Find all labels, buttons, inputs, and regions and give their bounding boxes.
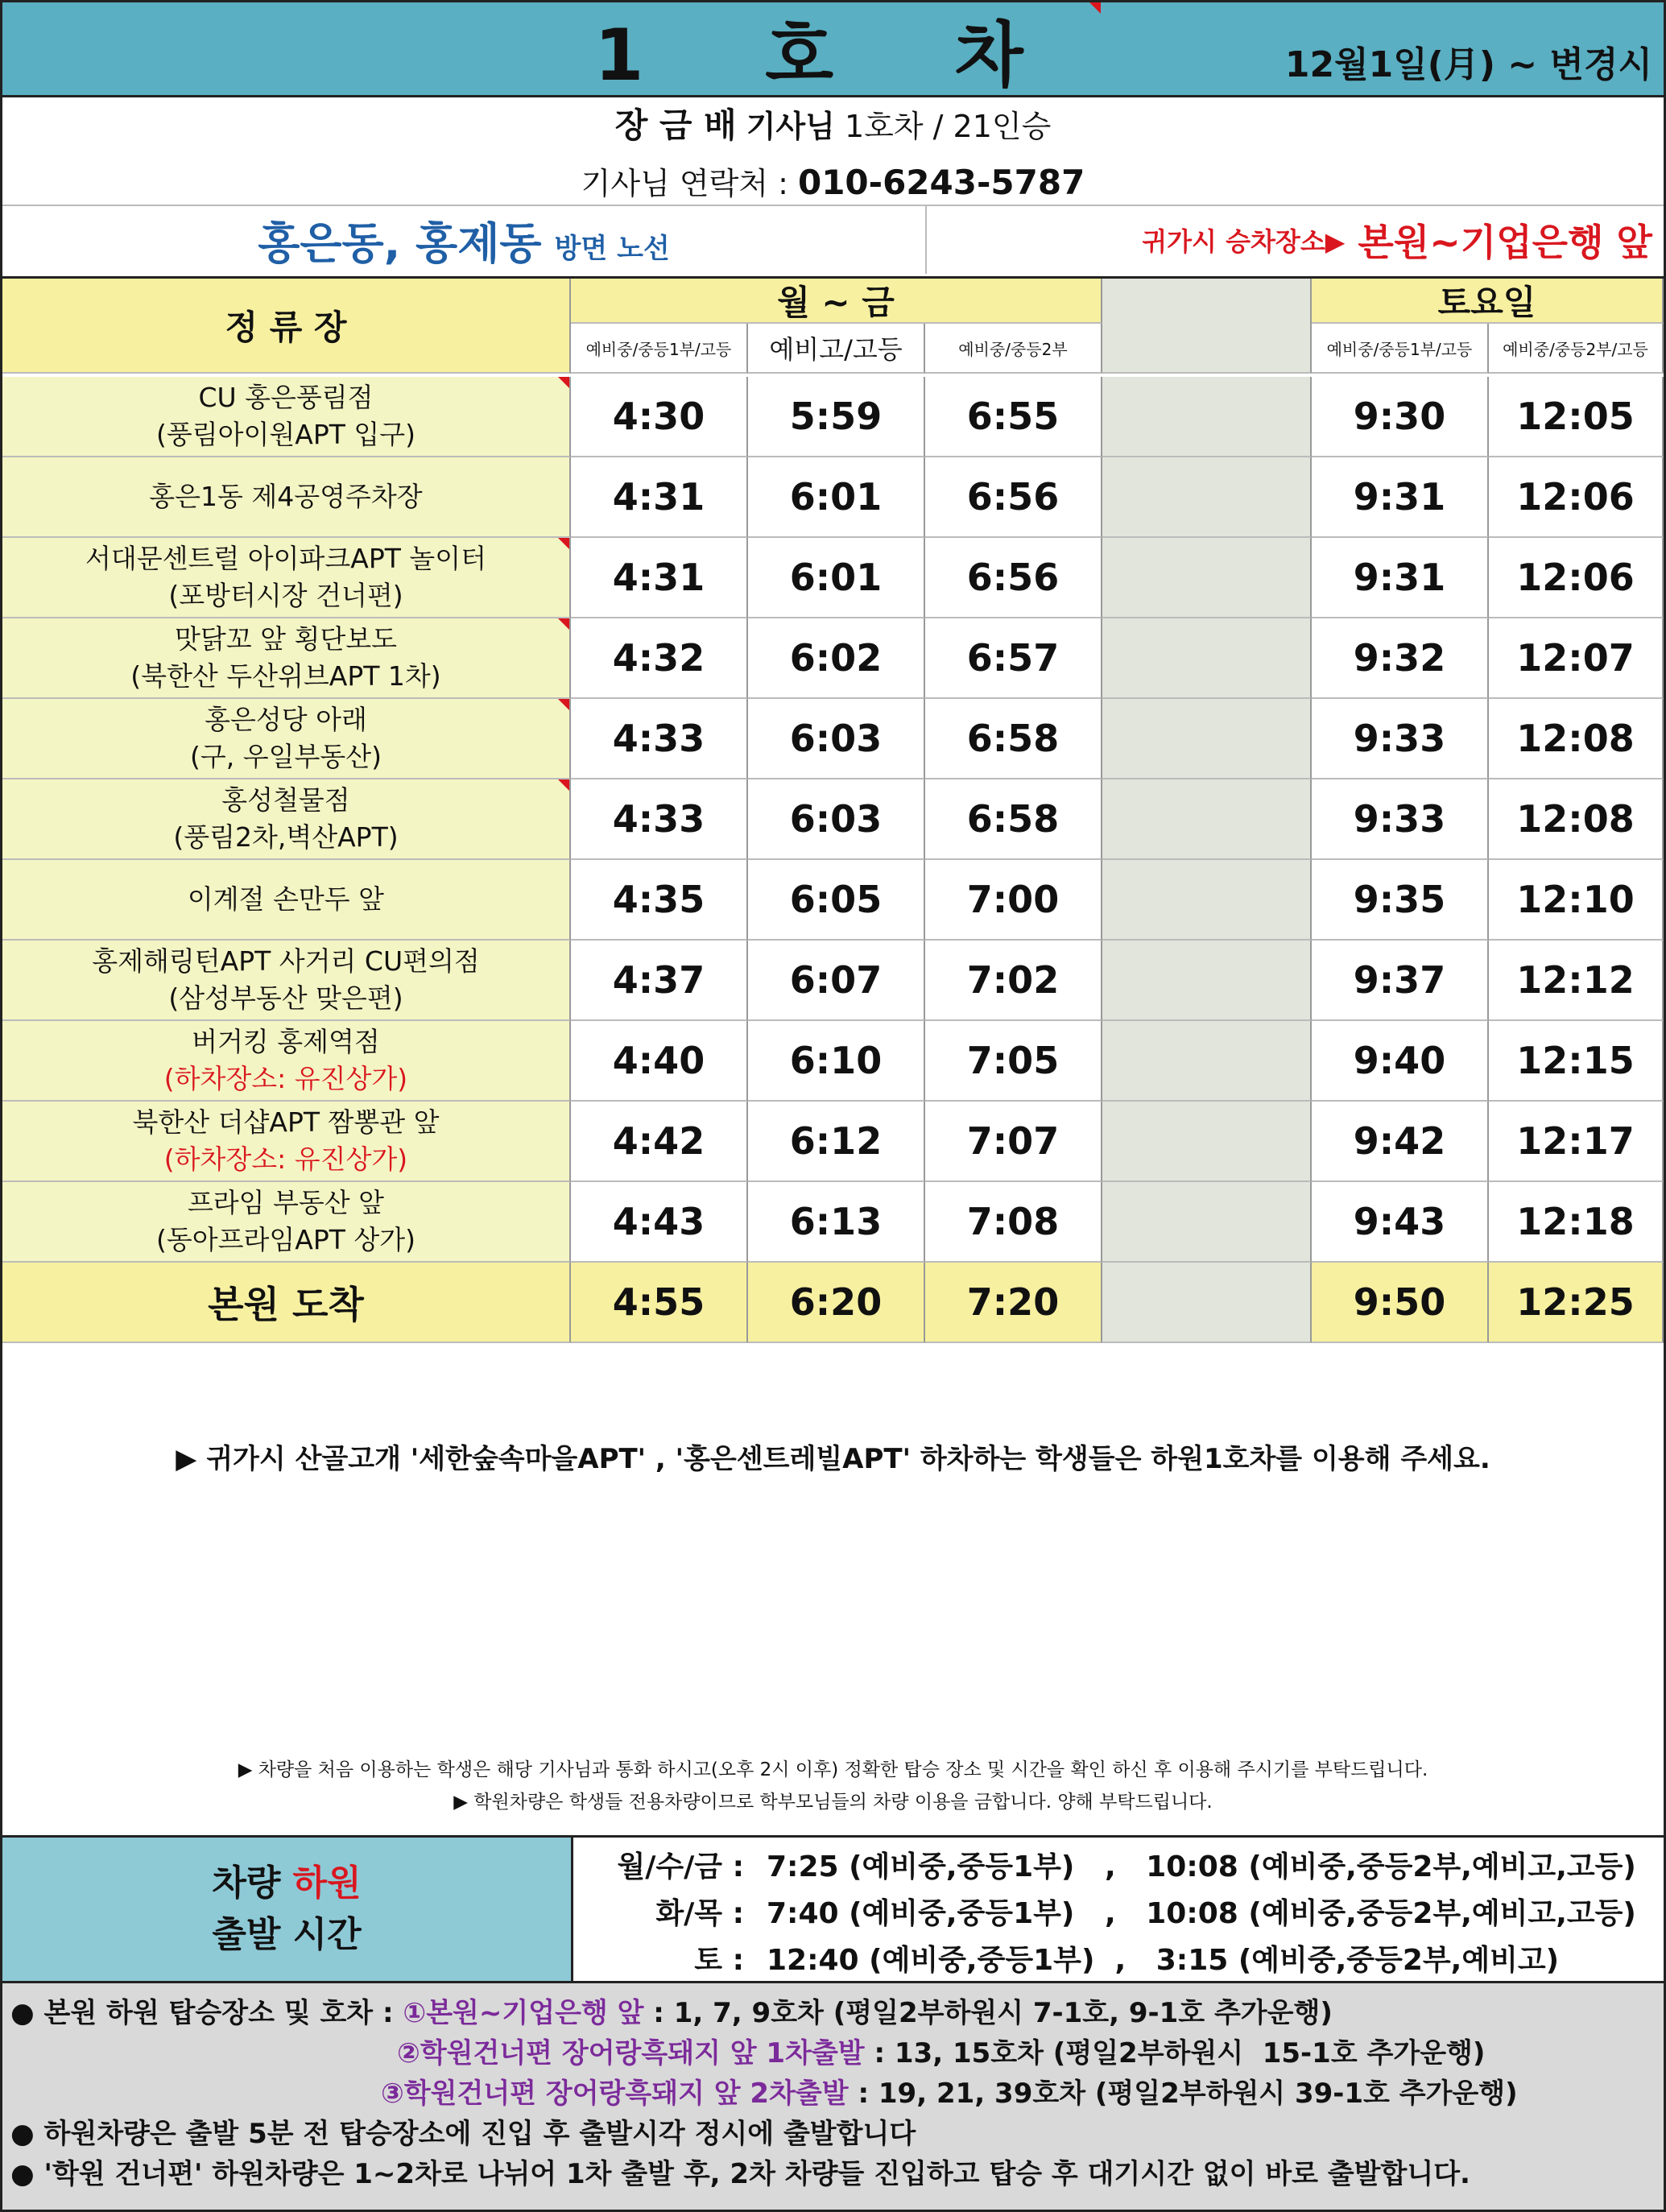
stop-column-header: 정 류 장 (2, 279, 571, 374)
pickup-info (2, 1983, 1664, 2210)
stop-detail: (풍림아이원APT 입구) (155, 419, 416, 450)
departure-time: 4:31 (571, 457, 748, 538)
departure-time: 12:08 (1489, 699, 1664, 779)
departure-time: 9:33 (1312, 699, 1489, 779)
departure-time: 6:05 (748, 860, 925, 941)
contact-line (581, 159, 1085, 203)
driver-line (615, 99, 1052, 147)
spacer-column (1102, 941, 1312, 1021)
departure-time: 4:33 (571, 699, 748, 779)
departure-time: 9:35 (1312, 860, 1489, 941)
spacer-column (1102, 377, 1312, 457)
departure-time: 7:08 (925, 1182, 1102, 1263)
departure-line (571, 1841, 1664, 1887)
info-l1-rest: : 1, 7, 9호차 (평일2부하원시 7-1호, 9-1호 추가운행) (653, 1996, 1333, 2029)
timetable (2, 276, 1664, 1338)
spacer-column (1102, 779, 1312, 860)
bus-stop (2, 1102, 571, 1182)
bus-stop (2, 941, 571, 1021)
stop-detail: (풍림2차,벽산APT) (173, 821, 399, 853)
departure-time: 12:18 (1489, 1182, 1664, 1263)
first-ride-notice: ▶ 차량을 처음 이용하는 학생은 해당 기사님과 통화 하시고(오후 2시 이후) 정확한 탑승 장소 및 시간을 확인 하신 후 이용해 주시기를 부탁드립니다. (238, 1759, 1428, 1780)
bus-stop (2, 860, 571, 941)
info-l2-place: ②학원건너편 장어랑흑돼지 앞 1차출발 (397, 2036, 865, 2069)
departure-time: 5:59 (748, 377, 925, 457)
stop-detail: (하차장소: 유진상가) (163, 1063, 408, 1094)
spacer-column (1102, 538, 1312, 618)
return-label: 귀가시 승차장소▶ (1142, 226, 1346, 257)
departure-times: 7:25 (예비중,중등1부) , 10:08 (예비중,중등2부,예비고,고등) (767, 1850, 1636, 1883)
info-line: ● '학원 건너편' 하원차량은 1~2차로 나뉘어 1차 출발 후, 2차 차량들 진입하고 탑승 후 대기시간 없이 바로 출발합니다. (10, 2157, 1470, 2190)
stop-name: 프라임 부동산 앞 (187, 1187, 385, 1218)
departure-times: 12:40 (예비중,중등1부) , 3:15 (예비중,중등2부,예비고) (767, 1943, 1560, 1977)
parent-use-notice: ▶ 학원차량은 학생들 전용차량이므로 학부모님들의 차량 이용을 금합니다. 양해 부탁드립니다. (453, 1791, 1213, 1813)
departure-time: 7:05 (925, 1021, 1102, 1102)
spacer-column (1102, 699, 1312, 779)
departure-time: 6:03 (748, 699, 925, 779)
departure-time: 12:06 (1489, 538, 1664, 618)
departure-time: 9:37 (1312, 941, 1489, 1021)
arrival-label: 본원 도착 (2, 1263, 571, 1343)
spacer-column (1102, 1102, 1312, 1182)
stop-name: 서대문센트럴 아이파크APT 놀이터 (85, 543, 487, 574)
route-area-name: 홍은동, 홍제동 (258, 217, 542, 269)
stop-name: 홍은성당 아래 (205, 704, 367, 735)
departure-line (571, 1934, 1664, 1981)
departure-time: 9:43 (1312, 1182, 1489, 1263)
return-place: 본원~기업은행 앞 (1358, 221, 1652, 264)
departure-time: 12:05 (1489, 377, 1664, 457)
arrival-time: 9:50 (1312, 1263, 1489, 1343)
info-l2-rest: : 13, 15호차 (평일2부하원시 15-1호 추가운행) (874, 2036, 1486, 2069)
departure-lines (571, 1838, 1664, 1981)
stop-name: 북한산 더샵APT 짬뽕관 앞 (132, 1106, 440, 1138)
arrival-time: 4:55 (571, 1263, 748, 1343)
departure-line (571, 1887, 1664, 1934)
comment-flag (558, 618, 569, 630)
departure-time: 6:01 (748, 457, 925, 538)
departure-time: 4:40 (571, 1021, 748, 1102)
info-line (381, 2070, 1518, 2111)
stop-name: 맛닭꼬 앞 횡단보도 (174, 623, 397, 655)
departure-time: 9:31 (1312, 538, 1489, 618)
departure-time: 6:13 (748, 1182, 925, 1263)
departure-time: 7:00 (925, 860, 1102, 941)
departure-time: 6:56 (925, 538, 1102, 618)
departure-label-red: 하원 (292, 1863, 362, 1904)
departure-time: 6:56 (925, 457, 1102, 538)
departure-time: 12:15 (1489, 1021, 1664, 1102)
info-line (10, 1990, 1333, 2030)
driver-info (2, 97, 1664, 206)
arrival-time: 12:25 (1489, 1263, 1664, 1343)
spacer-column (1102, 618, 1312, 699)
group-column-header: 예비고/고등 (748, 324, 925, 374)
info-line: ● 하원차량은 출발 5분 전 탑승장소에 진입 후 출발시각 정시에 출발합니다 (10, 2117, 916, 2150)
departure-time: 6:07 (748, 941, 925, 1021)
departure-time: 4:31 (571, 538, 748, 618)
weekday-header: 월 ~ 금 (571, 279, 1102, 324)
departure-time: 12:17 (1489, 1102, 1664, 1182)
group-column-header: 예비중/중등2부/고등 (1489, 324, 1664, 374)
departure-time: 4:33 (571, 779, 748, 860)
departure-day: 토 : (694, 1943, 744, 1977)
departure-label-prefix: 차량 (212, 1863, 293, 1904)
return-pickup (927, 206, 1664, 274)
stop-name: 버거킹 홍제역점 (192, 1026, 380, 1057)
departure-label-line2: 출발 시간 (212, 1914, 362, 1955)
bus-stop (2, 1182, 571, 1263)
spacer-column (1102, 279, 1312, 374)
info-l3-place: ③학원건너편 장어랑흑돼지 앞 2차출발 (381, 2077, 849, 2110)
departure-times: 7:40 (예비중,중등1부) , 10:08 (예비중,중등2부,예비고,고등) (767, 1896, 1636, 1930)
departure-time: 9:32 (1312, 618, 1489, 699)
header-bar (2, 2, 1664, 97)
driver-title: 기사님 (746, 109, 835, 144)
spacer-column (1102, 1021, 1312, 1102)
stop-detail: (북한산 두산위브APT 1차) (130, 660, 441, 692)
departure-time: 9:31 (1312, 457, 1489, 538)
departure-day: 월/수/금 : (617, 1850, 744, 1883)
departure-time: 6:10 (748, 1021, 925, 1102)
route-area-suffix: 방면 노선 (554, 232, 670, 265)
comment-flag (558, 699, 569, 710)
group-column-header: 예비중/중등2부 (925, 324, 1102, 374)
arrival-time: 7:20 (925, 1263, 1102, 1343)
spacer-column (1102, 1182, 1312, 1263)
departure-time: 12:08 (1489, 779, 1664, 860)
stop-name: 이계절 손만두 앞 (187, 883, 385, 915)
stop-name: 홍은1동 제4공영주차장 (149, 481, 423, 512)
saturday-header: 토요일 (1312, 279, 1664, 324)
bus-stop (2, 618, 571, 699)
stop-detail: (삼성부동산 맞은편) (168, 982, 403, 1014)
bus-stop (2, 779, 571, 860)
departure-time: 6:55 (925, 377, 1102, 457)
departure-time: 9:33 (1312, 779, 1489, 860)
departure-time: 6:01 (748, 538, 925, 618)
group-column-header: 예비중/중등1부/고등 (571, 324, 748, 374)
group-column-header: 예비중/중등1부/고등 (1312, 324, 1489, 374)
departure-time: 4:42 (571, 1102, 748, 1182)
departure-time: 4:37 (571, 941, 748, 1021)
stop-name: 홍성철물점 (221, 784, 350, 816)
info-line (397, 2030, 1485, 2070)
departure-time: 12:07 (1489, 618, 1664, 699)
departure-time: 6:03 (748, 779, 925, 860)
bus-info: 1호차 / 21인승 (844, 109, 1052, 144)
bus-title: 1 호 차 (594, 14, 1072, 97)
contact-label: 기사님 연락처 : (581, 166, 788, 201)
departure-time: 7:02 (925, 941, 1102, 1021)
stop-detail: (하차장소: 유진상가) (163, 1143, 408, 1175)
departure-time: 6:57 (925, 618, 1102, 699)
departure-time: 9:40 (1312, 1021, 1489, 1102)
departure-time: 9:30 (1312, 377, 1489, 457)
bus-stop (2, 538, 571, 618)
bus-stop (2, 457, 571, 538)
departure-time: 6:58 (925, 699, 1102, 779)
departure-time: 12:10 (1489, 860, 1664, 941)
bus-stop (2, 699, 571, 779)
departure-label-line1 (212, 1858, 361, 1909)
stop-detail: (구, 우일부동산) (190, 741, 382, 772)
bus-stop (2, 1021, 571, 1102)
comment-flag (1089, 2, 1101, 14)
driver-name: 장 금 배 (614, 105, 737, 145)
stop-name: 홍제해링턴APT 사거리 CU편의점 (92, 945, 480, 977)
comment-flag (558, 779, 569, 791)
departure-time: 6:12 (748, 1102, 925, 1182)
departure-time: 12:06 (1489, 457, 1664, 538)
info-l1-prefix: ● 본원 하원 탑승장소 및 호차 : (10, 1996, 394, 2029)
departure-time: 9:42 (1312, 1102, 1489, 1182)
departure-time: 6:58 (925, 779, 1102, 860)
departure-time: 4:30 (571, 377, 748, 457)
return-notice: ▶ 귀가시 산골고개 '세한숲속마을APT' , '홍은센트레빌APT' 하차하는 학생들은 하원1호차를 이용해 주세요. (176, 1442, 1490, 1475)
spacer-column (1102, 1263, 1312, 1343)
departure-section (2, 1835, 1664, 1983)
comment-flag (558, 538, 569, 549)
route-area (2, 206, 927, 274)
departure-time: 7:07 (925, 1102, 1102, 1182)
departure-time: 6:02 (748, 618, 925, 699)
stop-detail: (포방터시장 건너편) (168, 580, 403, 611)
departure-label (2, 1838, 573, 1981)
stop-name: CU 홍은풍림점 (198, 382, 374, 413)
spacer-column (1102, 860, 1312, 941)
departure-time: 4:35 (571, 860, 748, 941)
departure-time: 4:43 (571, 1182, 748, 1263)
departure-day: 화/목 : (655, 1896, 744, 1930)
info-l1-place: ①본원~기업은행 앞 (403, 1996, 644, 2029)
spacer-column (1102, 457, 1312, 538)
effective-date: 12월1일(月) ~ 변경시 (1284, 44, 1652, 85)
info-l3-rest: : 19, 21, 39호차 (평일2부하원시 39-1호 추가운행) (858, 2077, 1518, 2110)
comment-flag (558, 377, 569, 388)
stop-detail: (동아프라임APT 상가) (155, 1224, 416, 1255)
departure-time: 12:12 (1489, 941, 1664, 1021)
departure-time: 4:32 (571, 618, 748, 699)
arrival-time: 6:20 (748, 1263, 925, 1343)
driver-phone: 010-6243-5787 (797, 163, 1085, 202)
bus-stop (2, 377, 571, 457)
